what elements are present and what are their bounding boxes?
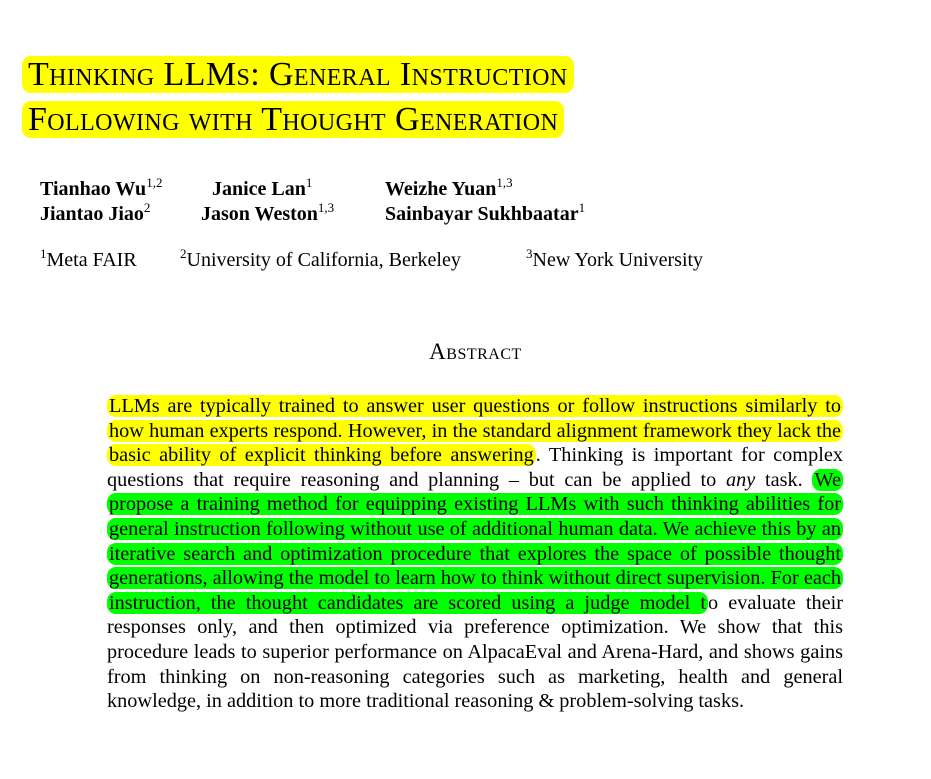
- title-line-1: [22, 52, 574, 97]
- author: Tianhao Wu$^{1,2}$: [40, 175, 163, 200]
- abstract-heading: Abstract: [429, 339, 522, 364]
- abstract-text: task.: [755, 468, 813, 491]
- author-row-1: [40, 177, 740, 202]
- title-line-1-highlight: Thinking LLMs: General Instruction: [22, 56, 574, 93]
- abstract-body: [107, 394, 843, 714]
- affiliation: $^2$University of California, Berkeley: [180, 246, 461, 271]
- author: Janice Lan$^1$: [212, 175, 313, 200]
- affiliations: [40, 248, 790, 273]
- author: Jason Weston$^{1,3}$: [201, 200, 335, 225]
- author: Sainbayar Sukhbaatar$^1$: [385, 200, 586, 225]
- affiliation: $^1$Meta FAIR: [40, 246, 137, 271]
- highlight-green: We propose a training method for equipping existing LLMs with such thinking abilities for general instruction following without use of additional human data. We achieve this by an iterative search and optimization procedure that explores the space of possible thought generations, allowing the model to learn how to think without direct supervision. For each instruction, the thought candidates are scored using a judge model t: [109, 468, 841, 614]
- title-line-2: [22, 97, 574, 142]
- highlight-yellow: LLMs are typically trained to answer user questions or follow instructions similarly to how human experts respond. However, in the standard alignment framework they lack the basic ability of explicit thinking before answering: [109, 395, 841, 467]
- abstract-text: o evaluate their responses only, and then optimized via preference optimization. We show that this procedure leads to superior performance on AlpacaEval and Arena-Hard, and shows gains from thinking on non-reasoning categories such as marketing, health and general knowledge, in addition to more traditional reasoning & problem-solving tasks.: [107, 591, 843, 713]
- paper-title: [22, 52, 574, 142]
- author-list: [40, 177, 740, 227]
- title-line-2-highlight: Following with Thought Generation: [22, 101, 564, 138]
- abstract-text: . Thinking is important for complex questions that require reasoning and planning – but can be applied to: [107, 444, 843, 491]
- abstract-emphasis: any: [725, 468, 756, 491]
- author-row-2: [40, 202, 740, 227]
- affiliation: $^3$New York University: [526, 246, 704, 271]
- author: Weizhe Yuan$^{1,3}$: [385, 175, 513, 200]
- author: Jiantao Jiao$^2$: [40, 200, 151, 225]
